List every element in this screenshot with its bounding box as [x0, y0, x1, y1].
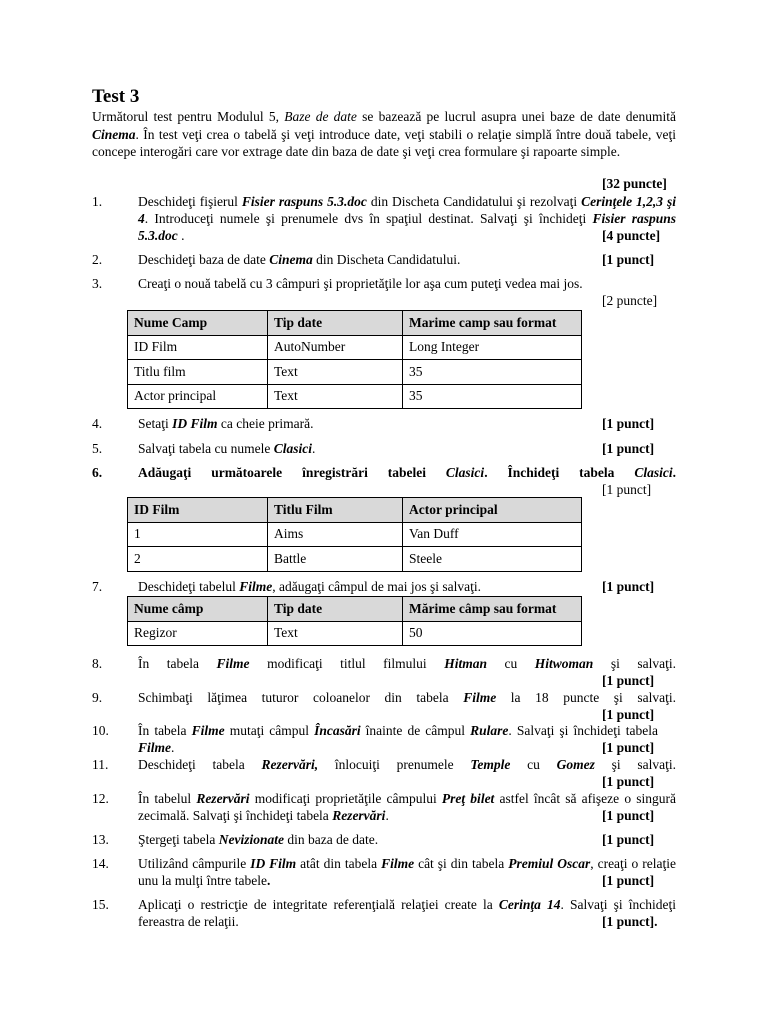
task-text [138, 790, 676, 824]
name-value: Gomez [556, 757, 595, 772]
task-number: 15. [92, 897, 109, 912]
task-number: 3. [92, 276, 103, 291]
text-run: Deschideţi baza de date [138, 252, 270, 267]
table-row [128, 522, 582, 547]
task-number: 13. [92, 832, 109, 847]
text-run: . [385, 808, 389, 823]
task-points: [1 punct] [602, 252, 655, 267]
justified-line [138, 689, 676, 706]
task-number: 4. [92, 416, 103, 431]
table-cell: Aims [268, 522, 403, 547]
task-points: [1 punct] [602, 579, 655, 594]
table-name: Filme [216, 656, 250, 671]
text-run: Deschideţi fişierul [138, 194, 242, 209]
text-run: înlocuiţi prenumele [318, 757, 471, 772]
table-name: Clasici [445, 465, 485, 480]
table-name: Filme [463, 690, 497, 705]
table-cell: Van Duff [403, 522, 582, 547]
task-number: 2. [92, 252, 103, 267]
requirement-ref: Cerinţa 14 [498, 897, 561, 912]
text-run: şi salvaţi. [594, 757, 677, 772]
intro-text-2: se bazează pe lucrul asupra unei baze de date denumită [356, 109, 677, 124]
text-run: cu [510, 757, 557, 772]
table-name: Filme [381, 856, 415, 871]
table-name: Premiul Oscar [508, 856, 591, 871]
field-name: ID Film [172, 416, 218, 431]
table-name: Rezervări [332, 808, 386, 823]
task-number: 11. [92, 757, 109, 772]
justified-line [138, 756, 676, 773]
task-text: Creaţi o nouă tabelă cu 3 câmpuri şi proprietăţile lor aşa cum puteţi vedea mai jos. [138, 276, 583, 291]
records-table [127, 497, 582, 572]
task-text [138, 896, 676, 930]
new-field-table [127, 596, 582, 646]
text-run: mutaţi câmpul [224, 723, 315, 738]
text-run: . Introduceţi numele şi prenumele dvs în spaţiul destinat. Salvaţi şi închideţi [144, 211, 593, 226]
task-points: [1 punct] [602, 873, 655, 888]
table-cell: Text [268, 621, 403, 646]
text-run: Deschideţi tabela [138, 757, 262, 772]
table-cell: Steele [403, 547, 582, 572]
intro-text-3: . În test veţi crea o tabelă şi veţi introduce date, veţi stabili o relaţie simplă între două tabele, veţi concepe interogări care vor extrage date din baza de date şi veţi crea formulare şi rapoarte simple. [92, 126, 676, 159]
table-header-row [128, 597, 582, 622]
text-run: . Salvaţi şi închideţi fereastra de relaţii. [138, 897, 676, 929]
table-name: Nevizionate [218, 832, 284, 847]
task-points: [1 punct] [602, 673, 655, 688]
table-cell: Actor principal [128, 384, 268, 409]
task-points: [1 punct] [602, 832, 655, 847]
task-points: [1 punct] [602, 482, 652, 497]
task-number: 5. [92, 441, 103, 456]
task-points: [1 punct] [602, 808, 655, 823]
text-run: . Închideţi tabela [484, 465, 635, 480]
task-points: [1 punct] [602, 707, 655, 722]
table-row [128, 384, 582, 409]
header-cell: Tip date [268, 597, 403, 622]
table-header-row [128, 498, 582, 523]
task-text [138, 251, 676, 268]
table-cell: 35 [403, 360, 582, 385]
task-points: [1 punct] [602, 774, 655, 789]
table-row [128, 621, 582, 646]
table-header-row [128, 311, 582, 336]
task-number: 1. [92, 194, 103, 209]
text-run: . [171, 740, 175, 755]
text-run: Utilizând câmpurile [138, 856, 251, 871]
text-run: . [672, 465, 676, 480]
task-number: 8. [92, 656, 103, 671]
task-points: [2 puncte] [602, 293, 658, 308]
text-run: din Discheta Candidatului şi rezolvaţi [366, 194, 582, 209]
text-run: cu [486, 656, 535, 671]
table-cell: Regizor [128, 621, 268, 646]
justified-line [138, 464, 676, 481]
task-number: 6. [92, 465, 103, 480]
task-points: [4 puncte] [602, 228, 661, 243]
text-run: . [266, 873, 271, 888]
header-cell: Actor principal [403, 498, 582, 523]
film-title: Hitwoman [534, 656, 594, 671]
table-cell: Battle [268, 547, 403, 572]
text-run: Schimbaţi lăţimea tuturor coloanelor din tabela [138, 690, 464, 705]
field-name: Încasări [314, 723, 361, 738]
table-cell: 50 [403, 621, 582, 646]
header-cell: Nume Camp [128, 311, 268, 336]
table-name: Filme [239, 579, 273, 594]
header-cell: ID Film [128, 498, 268, 523]
text-run: Salvaţi tabela cu numele [138, 441, 274, 456]
text-run: În tabela [138, 723, 192, 738]
text-run: modificaţi proprietăţile câmpului [249, 791, 442, 806]
task-points: [1 punct] [602, 441, 655, 456]
table-name: Rezervări [196, 791, 250, 806]
text-run: Deschideţi tabelul [138, 579, 240, 594]
text-run: . [177, 228, 185, 243]
intro-text-1: Următorul test pentru Modulul 5, [92, 109, 285, 124]
name-value: Temple [470, 757, 511, 772]
task-text [138, 464, 676, 481]
text-run: din Discheta Candidatului. [312, 252, 461, 267]
table-name: Rezervări, [261, 757, 319, 772]
table-cell: Long Integer [403, 335, 582, 360]
intro-module-name: Baze de date [284, 109, 357, 124]
page-title: Test 3 [92, 86, 140, 107]
table-cell: 1 [128, 522, 268, 547]
text-run: modificaţi titlul filmului [249, 656, 445, 671]
field-name: ID Film [250, 856, 297, 871]
text-run: . Salvaţi şi închideţi tabela [508, 723, 659, 738]
header-cell: Mărime câmp sau format [403, 597, 582, 622]
text-run: cât şi din tabela [414, 856, 509, 871]
task-number: 12. [92, 791, 109, 806]
text-run: din baza de date. [283, 832, 379, 847]
fields-table [127, 310, 582, 409]
table-cell: ID Film [128, 335, 268, 360]
text-run: Ştergeţi tabela [138, 832, 219, 847]
text-run: . [311, 441, 316, 456]
text-run: Aplicaţi o restricţie de integritate referenţială relaţiei create la [138, 897, 499, 912]
text-run: , creaţi o relaţie unu la mulţi între tabele [138, 856, 676, 888]
film-title: Hitman [444, 656, 487, 671]
table-name: Filme [191, 723, 225, 738]
intro-db-name: Cinema [92, 126, 136, 142]
task-text [138, 440, 676, 457]
task-points: [1 punct] [602, 740, 655, 755]
requirements-ref: Cerinţele 1,2,3 şi 4 [138, 194, 676, 226]
task-text [138, 756, 676, 773]
total-points: [32 puncte] [602, 176, 667, 191]
task-text [138, 193, 676, 244]
table-row [128, 360, 582, 385]
header-cell: Nume câmp [128, 597, 268, 622]
text-run: astfel încât să afişeze o singură zecimală. Salvaţi şi închideţi tabela [138, 791, 676, 823]
table-cell: 35 [403, 384, 582, 409]
table-row [128, 335, 582, 360]
text-run: , adăugaţi câmpul de mai jos şi salvaţi. [272, 579, 482, 594]
text-run: atât din tabela [296, 856, 382, 871]
task-text [138, 722, 658, 756]
header-cell: Tip date [268, 311, 403, 336]
task-number: 10. [92, 723, 109, 738]
field-name: Rulare [470, 723, 509, 738]
table-cell: Text [268, 384, 403, 409]
task-text [138, 578, 676, 595]
text-run: şi salvaţi. [593, 656, 676, 671]
text-run: Setaţi [138, 416, 173, 431]
file-name: Fisier raspuns 5.3.doc [138, 211, 676, 243]
task-number: 9. [92, 690, 103, 705]
task-text [138, 655, 676, 672]
header-cell: Marime camp sau format [403, 311, 582, 336]
text-run: la 18 puncte şi salvaţi. [496, 690, 676, 705]
task-text [138, 415, 676, 432]
task-text [138, 855, 676, 889]
task-number: 14. [92, 856, 109, 871]
text-run: înainte de câmpul [360, 723, 471, 738]
intro-paragraph [92, 108, 676, 161]
file-name: Fisier raspuns 5.3.doc [241, 194, 367, 209]
table-name: Filme [138, 740, 171, 755]
justified-line [138, 655, 676, 672]
table-row [128, 547, 582, 572]
db-name: Cinema [269, 252, 313, 267]
text-run: ca cheie primară. [217, 416, 314, 431]
text-run: În tabela [138, 656, 217, 671]
table-cell: Titlu film [128, 360, 268, 385]
task-text [138, 831, 676, 848]
task-text [138, 689, 676, 706]
table-name: Clasici [273, 441, 312, 456]
task-points: [1 punct]. [602, 914, 658, 929]
table-cell: 2 [128, 547, 268, 572]
text-run: În tabelul [138, 791, 197, 806]
header-cell: Titlu Film [268, 498, 403, 523]
text-run: Adăugaţi următoarele înregistrări tabelei [138, 465, 446, 480]
table-cell: AutoNumber [268, 335, 403, 360]
table-cell: Text [268, 360, 403, 385]
task-points: [1 punct] [602, 416, 655, 431]
task-number: 7. [92, 579, 103, 594]
table-name: Clasici [634, 465, 673, 480]
field-name: Preţ bilet [441, 791, 495, 806]
